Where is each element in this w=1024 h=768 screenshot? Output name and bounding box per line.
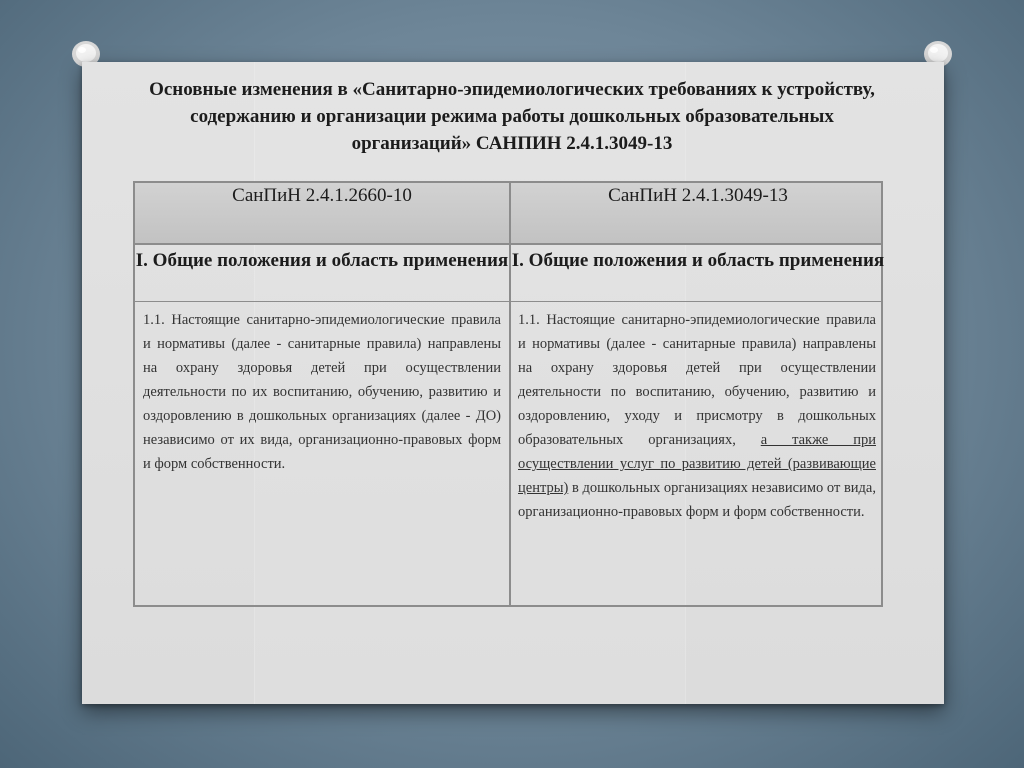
clause-text-right bbox=[518, 308, 876, 524]
header-sanpin-2013: СанПиН 2.4.1.3049-13 bbox=[608, 185, 788, 206]
clause-text-right-end: в дошкольных организациях независимо от вида, организационно-правовых форм и форм собственности. bbox=[518, 480, 876, 520]
clause-text-right-start: 1.1. Настоящие санитарно-эпидемиологические правила и нормативы (далее - санитарные правила) направлены на охрану здоровья детей при осуществлении деятельности по воспитанию, обучению, развитию и оздоровлению, уходу и присмотру в дошкольных образовательных организациях, bbox=[518, 312, 876, 448]
section-title-right: I. Общие положения и область применения bbox=[511, 250, 885, 271]
header-sanpin-2010: СанПиН 2.4.1.2660-10 bbox=[232, 185, 412, 206]
slide-title: Основные изменения в «Санитарно-эпидемиологических требованиях к устройству, содержанию и организации режима работы дошкольных образовательных организаций» САНПИН 2.4.1.3049-13 bbox=[149, 79, 875, 154]
column-divider bbox=[509, 183, 511, 605]
row-divider bbox=[135, 301, 881, 302]
clause-text-right-underlined: а также при осуществлении услуг по развитию детей (развивающие центры) bbox=[518, 432, 876, 496]
comparison-table bbox=[133, 181, 883, 607]
section-title-left: I. Общие положения и область применения bbox=[135, 250, 509, 271]
clause-text-left: 1.1. Настоящие санитарно-эпидемиологические правила и нормативы (далее - санитарные правила) направлены на охрану здоровья детей при осуществлении деятельности по их воспитанию, обучению, развитию и оздоровлению в дошкольных организациях (далее - ДО) независимо от их вида, организационно-правовых форм и форм собственности. bbox=[143, 312, 501, 472]
